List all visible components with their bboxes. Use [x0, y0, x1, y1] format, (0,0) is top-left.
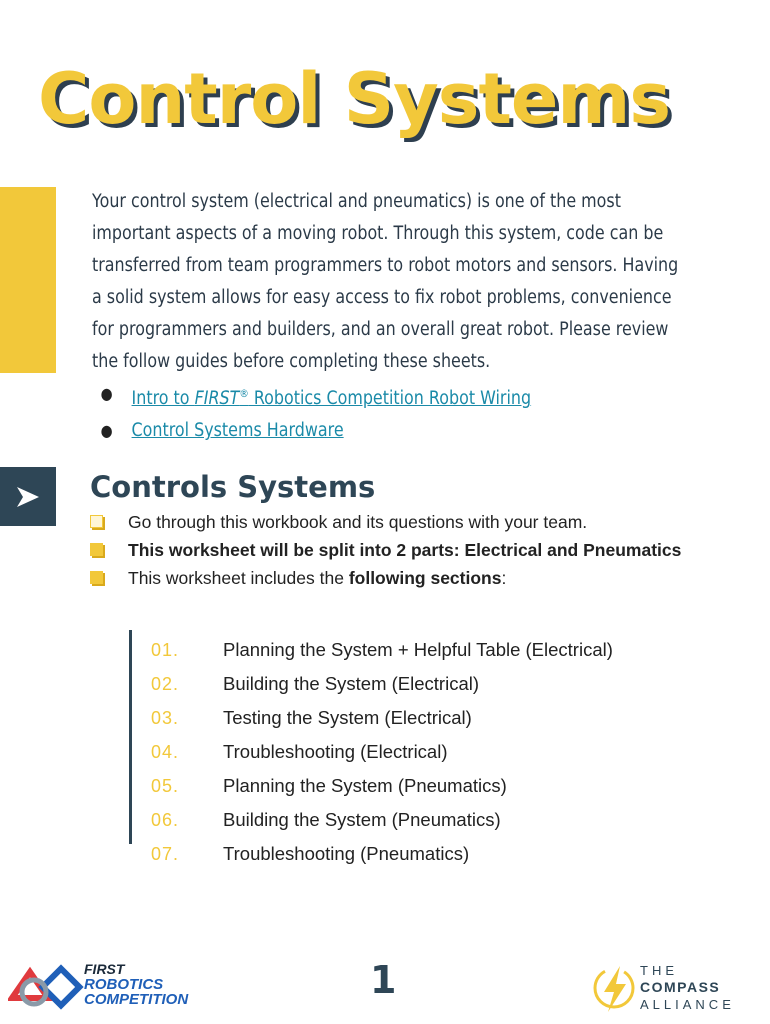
section-list-item	[132, 732, 652, 766]
checkbox-icon[interactable]	[90, 515, 103, 528]
section-name: Planning the System + Helpful Table (Electrical)	[223, 639, 613, 660]
section-name: Testing the System (Electrical)	[223, 707, 472, 728]
checklist	[86, 508, 686, 592]
section-name: Building the System (Pneumatics)	[223, 809, 501, 830]
section-list-item	[132, 630, 652, 664]
section-number: 05.	[151, 775, 180, 796]
section-number: 07.	[151, 843, 180, 864]
guide-link-item	[92, 415, 685, 447]
link-frc-robot-wiring[interactable]: Intro to FIRST® Robotics Competition Robot Wiring	[131, 387, 532, 410]
compass-bolt-icon	[592, 962, 640, 1014]
section-list-item	[132, 800, 652, 834]
checklist-item: This worksheet will be split into 2 parts: Electrical and Pneumatics	[86, 536, 686, 564]
section-number: 03.	[151, 707, 180, 728]
section-number: 02.	[151, 673, 180, 694]
link-control-systems-hardware[interactable]: Control Systems Hardware	[131, 420, 344, 442]
section-marker	[0, 467, 56, 526]
section-list-item	[132, 664, 652, 698]
section-name: Building the System (Electrical)	[223, 673, 480, 694]
intro-paragraph: Your control system (electrical and pneumatics) is one of the most important aspects of a moving robot. Through this system, code can be transferred from team programmers to robot motors and sensors. Having a solid system allows for easy access to fix robot problems, convenience for programmers and builders, and an overall great robot. Please review the follow guides before completing these sheets.	[92, 191, 679, 372]
intro-block	[92, 186, 685, 447]
section-number: 06.	[151, 809, 180, 830]
checklist-item: Go through this workbook and its questions with your team.	[86, 508, 686, 536]
section-number: 04.	[151, 741, 180, 762]
section-list-item	[132, 834, 652, 868]
page-title: Control Systems	[38, 58, 670, 140]
guide-link-item	[92, 378, 685, 415]
page-number: 1	[370, 958, 397, 1002]
frc-logo-text: FIRST ROBOTICS COMPETITION	[84, 961, 189, 1008]
checkbox-icon[interactable]	[90, 571, 103, 584]
checklist-item: This worksheet includes the following sections:	[86, 564, 686, 592]
section-name: Troubleshooting (Electrical)	[223, 741, 448, 762]
section-name: Troubleshooting (Pneumatics)	[223, 843, 470, 864]
section-list-item	[132, 698, 652, 732]
guide-links	[92, 378, 685, 447]
section-name: Planning the System (Pneumatics)	[223, 775, 507, 796]
decorative-yellow-bar	[0, 187, 56, 373]
section-number: 01.	[151, 639, 180, 660]
section-title: Controls Systems	[90, 470, 376, 504]
section-list-item	[132, 766, 652, 800]
chevron-right-icon	[15, 485, 41, 509]
checkbox-icon[interactable]	[90, 543, 103, 556]
compass-alliance-logo-text: THE COMPASS ALLIANCE	[640, 963, 735, 1012]
section-list	[129, 630, 652, 864]
